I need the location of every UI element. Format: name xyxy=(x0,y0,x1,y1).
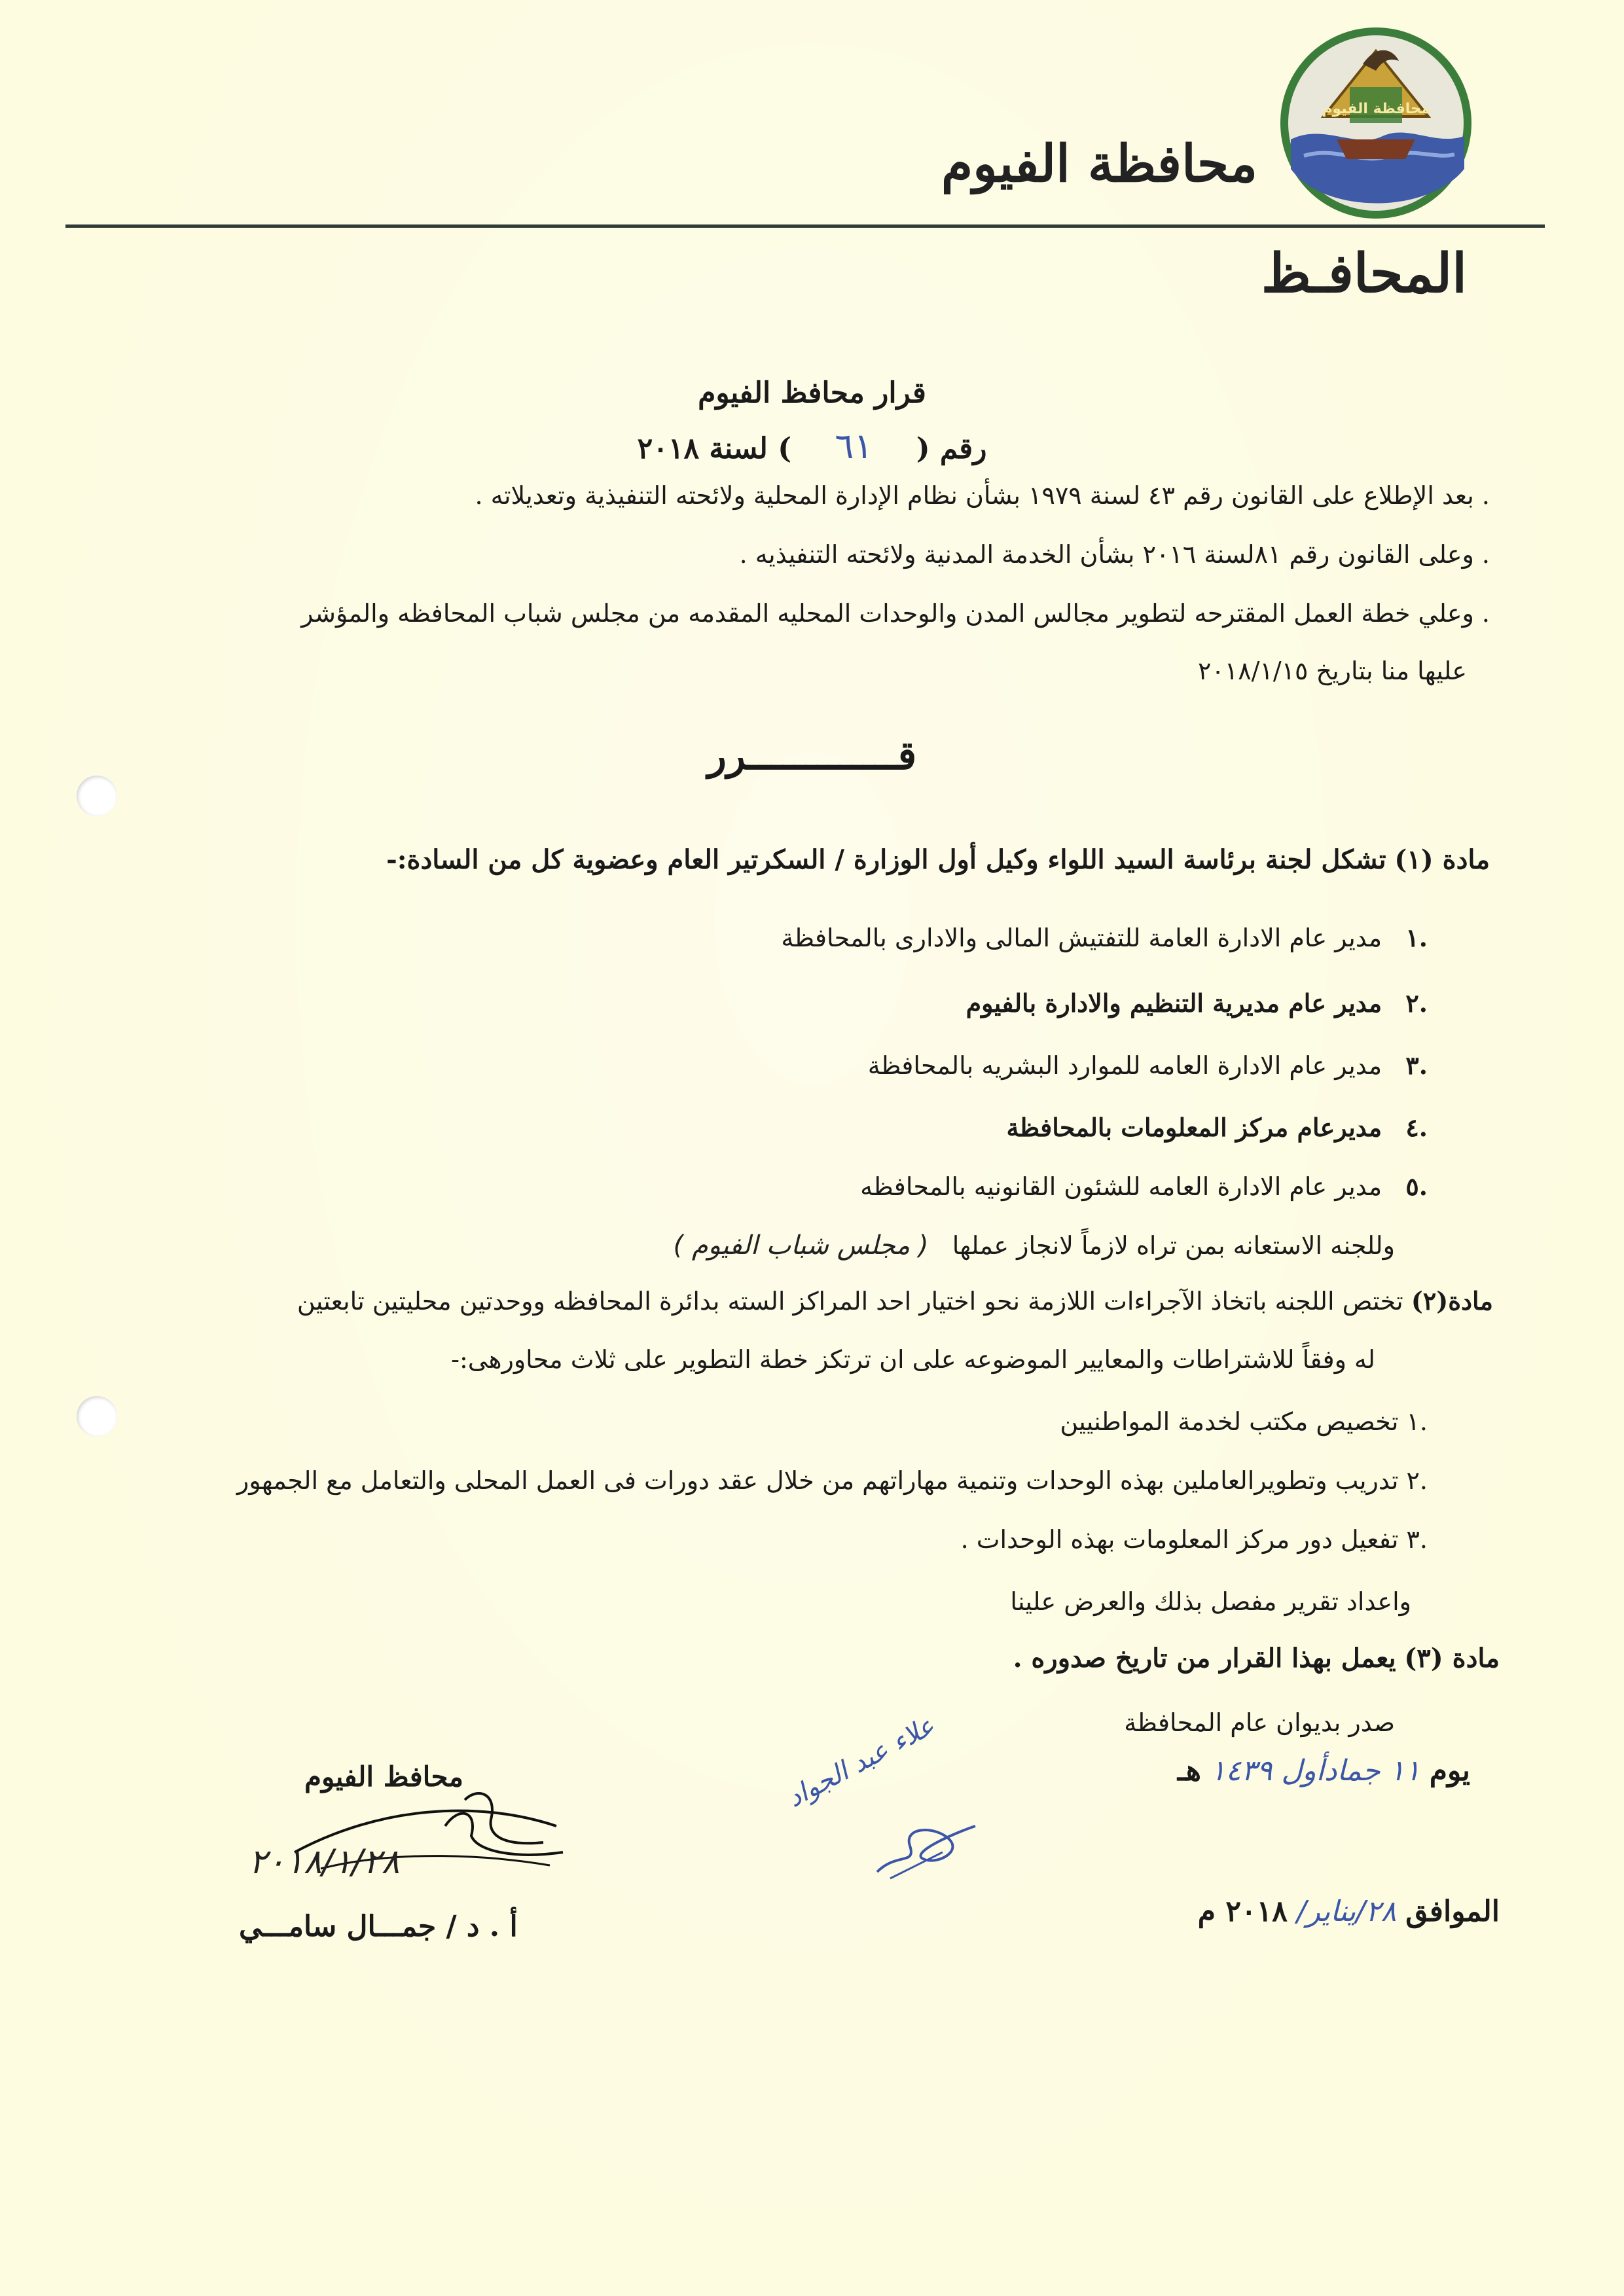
issuance-hijri-line xyxy=(1178,1754,1470,1787)
member-item xyxy=(1007,1113,1428,1142)
article-1-title: مادة (١) xyxy=(1394,844,1490,875)
preamble-line-1: . بعد الإطلاع على القانون رقم ٤٣ لسنة ١٩٧٩ بشأن نظام الإدارة المحلية ولائحته التنفيذية وتعديلاته . xyxy=(475,481,1490,510)
governor-signature-title: محافظ الفيوم xyxy=(304,1761,464,1793)
decision-number-handwritten: ٦١ xyxy=(835,425,873,467)
issued-at: صدر بديوان عام المحافظة xyxy=(1124,1708,1395,1737)
punch-hole-bottom xyxy=(77,1396,117,1437)
hijri-suffix: هـ xyxy=(1177,1754,1201,1787)
fayoum-governorate-logo xyxy=(1278,25,1474,221)
decision-number-suffix: ) لسنة ٢٠١٨ xyxy=(637,432,792,465)
gregorian-label: الموافق xyxy=(1405,1895,1500,1928)
decision-number-prefix: رقم ( xyxy=(916,432,987,465)
logo-text: محافظة الفيوم xyxy=(1322,101,1430,117)
decision-number-line xyxy=(0,425,1624,467)
preamble-line-4: عليها منا بتاريخ ٢٠١٨/١/١٥ xyxy=(1197,656,1467,685)
issuance-gregorian-line xyxy=(1198,1895,1500,1928)
article-1 xyxy=(386,844,1490,875)
article-2-line-1: تختص اللجنه باتخاذ الآجراءات اللازمة نحو اختيار احد المراكز السته بدائرة المحافظه ووحدتين محليتين تابعتين xyxy=(297,1287,1403,1316)
decides-heading: قـــــــــــــرر xyxy=(707,733,917,779)
gregorian-year: ٢٠١٨ م xyxy=(1197,1895,1288,1928)
committee-assist-line xyxy=(674,1230,1396,1261)
article-2-axis-2: .٢ تدريب وتطويرالعاملين بهذه الوحدات وتنمية مهاراتهم من خلال عقد دورات فى العمل المحلى والتعامل مع الجمهور xyxy=(236,1466,1428,1495)
article-2 xyxy=(297,1286,1493,1316)
middle-signatory-name: علاء عبد الجواد xyxy=(782,1710,940,1814)
member-number: .٥ xyxy=(1405,1172,1428,1201)
member-number: .١ xyxy=(1405,923,1428,952)
member-item xyxy=(781,923,1428,952)
member-number: .٤ xyxy=(1405,1113,1428,1142)
header-divider xyxy=(65,224,1545,228)
article-2-line-2: له وفقاً للاشتراطات والمعايير الموضوعه على ان ترتكز خطة التطوير على ثلاث محاورهى:- xyxy=(451,1345,1375,1374)
member-number: .٣ xyxy=(1405,1050,1428,1080)
article-2-title: مادة(٢) xyxy=(1411,1286,1493,1316)
article-3-text: يعمل بهذا القرار من تاريخ صدوره . xyxy=(1013,1643,1396,1674)
article-3 xyxy=(1013,1643,1500,1674)
article-2-axis-3: .٣ تفعيل دور مركز المعلومات بهذه الوحدات . xyxy=(960,1525,1428,1554)
committee-assist-text: وللجنه الاستعانه بمن تراه لازماً لانجاز عملها xyxy=(952,1231,1395,1260)
middle-signature-scribble xyxy=(871,1813,982,1885)
gregorian-date-handwritten: ٢٨/يناير/ xyxy=(1296,1895,1397,1928)
hijri-date-handwritten: ١١ جمادأول ١٤٣٩ xyxy=(1210,1754,1420,1787)
member-text: مدير عام الادارة العامة للتفتيش المالى والادارى بالمحافظة xyxy=(781,924,1382,952)
committee-assist-handwritten: ( مجلس شباب الفيوم ) xyxy=(673,1230,929,1261)
article-1-text: تشكل لجنة برئاسة السيد اللواء وكيل أول الوزارة / السكرتير العام وعضوية كل من السادة:- xyxy=(386,844,1386,875)
article-3-title: مادة (٣) xyxy=(1404,1643,1500,1674)
hijri-day-label: يوم xyxy=(1429,1754,1470,1787)
office-title: المحافـظ xyxy=(1261,242,1467,305)
member-item xyxy=(868,1050,1428,1080)
preamble-line-2: . وعلى القانون رقم ٨١لسنة ٢٠١٦ بشأن الخدمة المدنية ولائحته التنفيذيه . xyxy=(739,540,1490,569)
preamble-line-3: . وعلي خطة العمل المقترحه لتطوير مجالس المدن والوحدات المحليه المقدمه من مجلس شباب المحافظه والمؤشر xyxy=(301,599,1490,628)
article-2-report: واعداد تقرير مفصل بذلك والعرض علينا xyxy=(1010,1587,1411,1616)
punch-hole-top xyxy=(77,776,117,816)
member-text: مدير عام مديرية التنظيم والادارة بالفيوم xyxy=(965,988,1382,1018)
member-item xyxy=(860,1172,1428,1201)
governor-signature-date: ٢٠١٨/١/٢٨ xyxy=(249,1842,400,1882)
member-text: مديرعام مركز المعلومات بالمحافظة xyxy=(1006,1113,1382,1142)
member-number: .٢ xyxy=(1405,988,1428,1018)
governorate-name: محافظة الفيوم xyxy=(941,134,1257,194)
member-item xyxy=(966,988,1428,1018)
article-2-axis-1: .١ تخصيص مكتب لخدمة المواطنيين xyxy=(1060,1407,1428,1436)
member-text: مدير عام الادارة العامه للموارد البشريه بالمحافظة xyxy=(867,1051,1382,1080)
member-text: مدير عام الادارة العامه للشئون القانونيه بالمحافظه xyxy=(860,1172,1382,1201)
decision-title: قرار محافظ الفيوم xyxy=(698,376,926,410)
governor-name: أ . د / جمـــال سامـــي xyxy=(239,1910,518,1943)
